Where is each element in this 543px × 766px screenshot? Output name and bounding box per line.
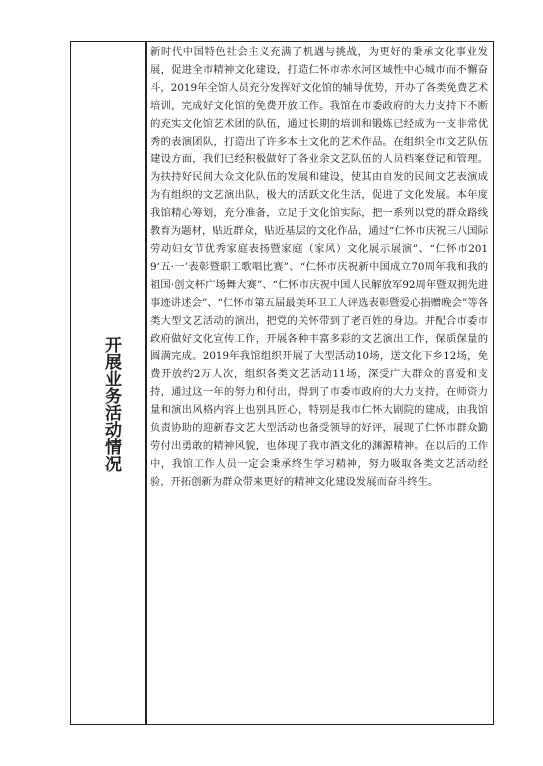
column-divider xyxy=(145,42,147,724)
activity-description-text: 新时代中国特色社会主义充满了机遇与挑战，为更好的秉承文化事业发展，促进全市精神文化建设，打造仁怀市赤水河区域性中心城市而不懈奋斗，2019年全馆人员充分发挥好文化馆的辅导优势，开办了各类免费艺术培训，完成好文化馆的免费开放工作。我馆在市委政府的大力支持下不断的充实文化馆艺术团的队伍，通过长期的培训和锻炼已经成为一支非常优秀的表演团队，打造出了许多本土文化的艺术作品。在组织全市文艺队伍建设方面，我们已经积极做好了各业余文艺队伍的人员档案登记和管理。为扶持好民间大众文化队伍的发展和建设，使其由自发的民间文艺表演成为有组织的文艺演出队，极大的活跃文化生活，促进了文化发展。本年度我馆精心筹划，充分准备，立足于文化馆实际，把一系列以党的群众路线教育为题材，贴近群众，贴近基层的文化作品，通过“仁怀市庆祝三八国际劳动妇女节优秀家庭表扬暨家庭（家风）文化展示展演”、“仁怀市2019‘五·一’表彰暨职工歌唱比赛”、“仁怀市庆祝新中国成立70周年我和我的祖国·创文杯广场舞大赛”、“仁怀市庆祝中国人民解放军92周年暨双拥先进事迹讲述会”、“仁怀市第五届最美环卫工人评选表彰暨爱心捐赠晚会”等各类大型文艺活动的演出，把党的关怀带到了老百姓的身边。并配合市委市政府做好文化宣传工作，开展各种丰富多彩的文艺演出工作，保质保量的圆满完成。2019年我馆组织开展了大型活动10场，送文化下乡12场，免费开放约2万人次，组织各类文艺活动11场，深受广大群众的喜爱和支持，通过这一年的努力和付出，得到了市委市政府的大力支持，在师资力量和演出风格内容上也别具匠心，特别是我市仁怀大剧院的建成，由我馆负责协助的迎新春文艺大型活动也备受领导的好评，展现了仁怀市群众勤劳付出勇敢的精神风貌，也体现了我市酒文化的渊源精神。在以后的工作中，我馆工作人员一定会秉承终生学习精神，努力吸取各类文艺活动经验，开拓创新为群众带来更好的精神文化建设发展而奋斗终生。 xyxy=(150,46,488,488)
activity-form-table xyxy=(70,41,494,725)
content-cell xyxy=(150,44,488,492)
section-label: 开展业务活动情况 xyxy=(101,336,121,472)
section-label-cell xyxy=(71,42,145,724)
